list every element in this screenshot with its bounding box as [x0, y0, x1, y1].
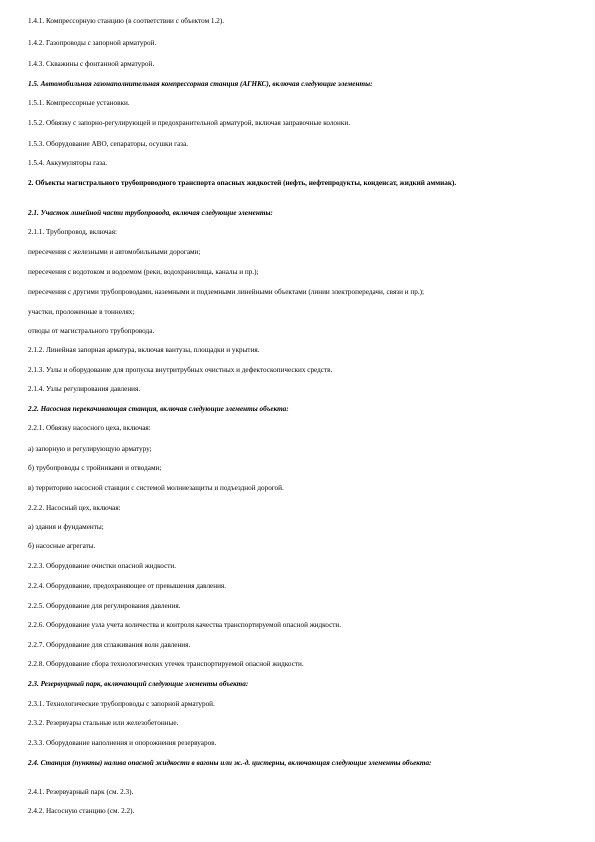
- paragraph: 2.4.1. Резервуарный парк (см. 2.3).: [28, 788, 134, 796]
- paragraph: 1.5.1. Компрессорные установки.: [28, 99, 130, 107]
- paragraph: отводы от магистрального трубопровода.: [28, 327, 155, 335]
- paragraph: 2.2.1. Обвязку насосного цеха, включая:: [28, 424, 151, 432]
- section-heading: 2.4. Станция (пункты) налива опасной жидкости в вагоны или ж.-д. цистерны, включающая следующие элементы объекта:: [28, 759, 432, 767]
- paragraph: 2.1.2. Линейная запорная арматура, включая вантузы, площадки и укрытия.: [28, 346, 260, 354]
- paragraph: 2.2.6. Оборудование узла учета количества и контроля качества транспортируемой опасной жидкости.: [28, 621, 342, 629]
- paragraph: 2.1.3. Узлы и оборудование для пропуска внутритрубных очистных и дефектоскопических средств.: [28, 366, 333, 374]
- paragraph: 1.4.3. Скважины с фонтанной арматурой.: [28, 60, 155, 68]
- paragraph: пересечения с водотоком и водоемом (реки, водохранилища, каналы и пр.);: [28, 268, 259, 276]
- paragraph: пересечения с другими трубопроводами, наземными и подземными линейными объектами (линии электропередачи, связи и пр.);: [28, 288, 425, 296]
- paragraph: 1.5.3. Оборудование АВО, сепараторы, осушки газа.: [28, 140, 189, 148]
- paragraph: 2.2.5. Оборудование для регулирования давления.: [28, 602, 181, 610]
- paragraph: 2.3.1. Технологические трубопроводы с запорной арматурой.: [28, 700, 215, 708]
- paragraph: 2.3.2. Резервуары стальные или железобетонные.: [28, 719, 179, 727]
- section-heading: 2.1. Участок линейной части трубопровода, включая следующие элементы:: [28, 209, 273, 217]
- section-heading: 1.5. Автомобильная газонаполнительная компрессорная станция (АГНКС), включая следующие элементы:: [28, 80, 373, 88]
- paragraph: 2.1.1. Трубопровод, включая:: [28, 228, 118, 236]
- section-heading: 2.3. Резервуарный парк, включающий следующие элементы объекта:: [28, 680, 249, 688]
- paragraph: в) территорию насосной станции с системой молниезащиты и подъездной дорогой.: [28, 484, 284, 492]
- paragraph: 2.3.3. Оборудование наполнения и опорожнения резервуаров.: [28, 739, 217, 747]
- paragraph: пересечения с железными и автомобильными дорогами;: [28, 248, 201, 256]
- paragraph: 2.2.4. Оборудование, предохраняющее от превышения давления.: [28, 582, 227, 590]
- paragraph: б) трубопроводы с тройниками и отводами;: [28, 464, 162, 472]
- paragraph: а) запорную и регулирующую арматуру;: [28, 445, 152, 453]
- paragraph: 1.5.2. Обвязку с запорно-регулирующей и предохранительной арматурой, включая заправочные колонки.: [28, 119, 351, 127]
- paragraph: 2.4.2. Насосную станцию (см. 2.2).: [28, 807, 135, 815]
- section-heading: 2.2. Насосная перекачивающая станция, включая следующие элементы объекта:: [28, 405, 289, 413]
- paragraph: участки, проложенные в тоннелях;: [28, 308, 135, 316]
- paragraph: 2.1.4. Узлы регулирования давления.: [28, 385, 141, 393]
- paragraph: 2.2.3. Оборудование очистки опасной жидкости.: [28, 562, 177, 570]
- paragraph: 1.4.1. Компрессорную станцию (в соответствии с объектом 1.2).: [28, 17, 225, 25]
- paragraph: 2.2.2. Насосный цех, включая:: [28, 504, 121, 512]
- section-heading: 2. Объекты магистрального трубопроводного транспорта опасных жидкостей (нефть, нефтепродукты, конденсат, жидкий аммиак).: [28, 179, 457, 187]
- paragraph: 1.5.4. Аккумуляторы газа.: [28, 159, 108, 167]
- paragraph: 2.2.8. Оборудование сбора технологических утечек транспортируемой опасной жидкости.: [28, 660, 304, 668]
- paragraph: 2.2.7. Оборудование для сглаживания волн давления.: [28, 641, 191, 649]
- paragraph: 1.4.2. Газопроводы с запорной арматурой.: [28, 39, 157, 47]
- paragraph: б) насосные агрегаты.: [28, 542, 96, 550]
- paragraph: а) здания и фундаменты;: [28, 523, 104, 531]
